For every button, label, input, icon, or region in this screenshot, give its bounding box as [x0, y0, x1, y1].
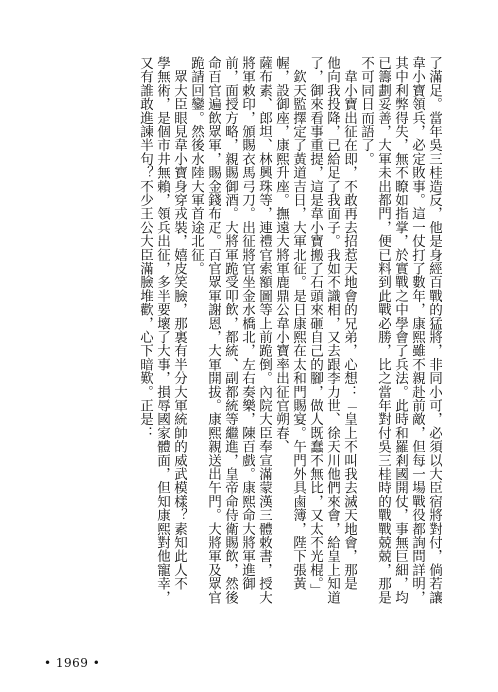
- text-column: 了滿足。當年吳三桂造反，他是身經百戰的猛將，非同小可，必須以大臣宿將對付，倘若讓: [426, 56, 442, 604]
- text-column: 已籌劃妥善，大軍未出都門，便已料到此戰必勝，比之當年對付吳三桂時的戰戰兢兢，那是: [375, 56, 391, 604]
- text-column: 命百官遍飲眾軍，賜金錢布疋。百官眾軍謝恩，大軍開拔。康熙親送出午門。大將軍及眾官: [205, 56, 221, 604]
- text-column: 不可同日而語了。: [358, 56, 374, 166]
- text-column: 跪請回鑾。然後水陸大軍首途北征。: [188, 56, 204, 276]
- text-column: 薩布素、郎坦、林興珠等，連禮官索額圖等上前跪倒。內院大臣奉宣滿蒙漢三體敕書，授大: [256, 56, 272, 604]
- text-column: 將軍敕印，頒賜衣馬弓刀。出征將官坐金水橋北，左右奏樂，陳百戲。康熙命大將軍進御: [239, 56, 255, 591]
- text-column: 他向我投降，已給足了我面子。我如不識相，又去跟李力世、徐天川他們來會，給皇上知道: [324, 56, 340, 604]
- text-column: 幄，設御座，康熙升座。撫遠大將軍鹿鼎公韋小寶率出征官朔春、: [273, 56, 289, 454]
- text-column: 眾大臣眼見韋小寶身穿戎裝，嬉皮笑臉，那裏有半分大軍統帥的威武模樣？素知此人不: [171, 56, 187, 591]
- text-column: 又有誰敢進諫半句？不少王公大臣滿臉堆歡，心下暗歎。正是：: [137, 56, 153, 440]
- text-column: 前，面授方略，親賜御酒。大將軍跪受叩飲，都統、副都統等繼進，皇帝命侍衛賜飲，然後: [222, 56, 238, 604]
- text-column: 學無術，是個市井無賴，領兵出征，多半要壞了大事，損辱國家體面，但知康熙對他寵幸，: [154, 56, 170, 604]
- text-column: 欽天監擇定了黃道吉日，大軍北征。是日康熙在太和門賜宴。午門外具鹵簿，陛下張黃: [290, 56, 306, 591]
- text-column: 其中利弊得失，無不瞭如指掌，於實戰之中學會了兵法。此時和羅剎國開仗，事無巨細，均: [392, 56, 408, 604]
- text-column: 韋小寶出征在即，不敢再去招惹天地會的兄弟，心想：「皇上不叫我去滅天地會，那是: [341, 56, 357, 591]
- page-number: • 1969 •: [44, 656, 101, 670]
- vertical-text-block: [136, 56, 442, 604]
- text-column: 了，御來看事重提，這是韋小寶搬了石頭來砸自己的腳，做人既蠢不無比，又太不光棍。」: [307, 56, 323, 598]
- text-column: 韋小寶領兵，必定敗事。這一仗打了數年，康熙雖不親赴前敵，但每一場戰役都詢問詳明，: [409, 56, 425, 604]
